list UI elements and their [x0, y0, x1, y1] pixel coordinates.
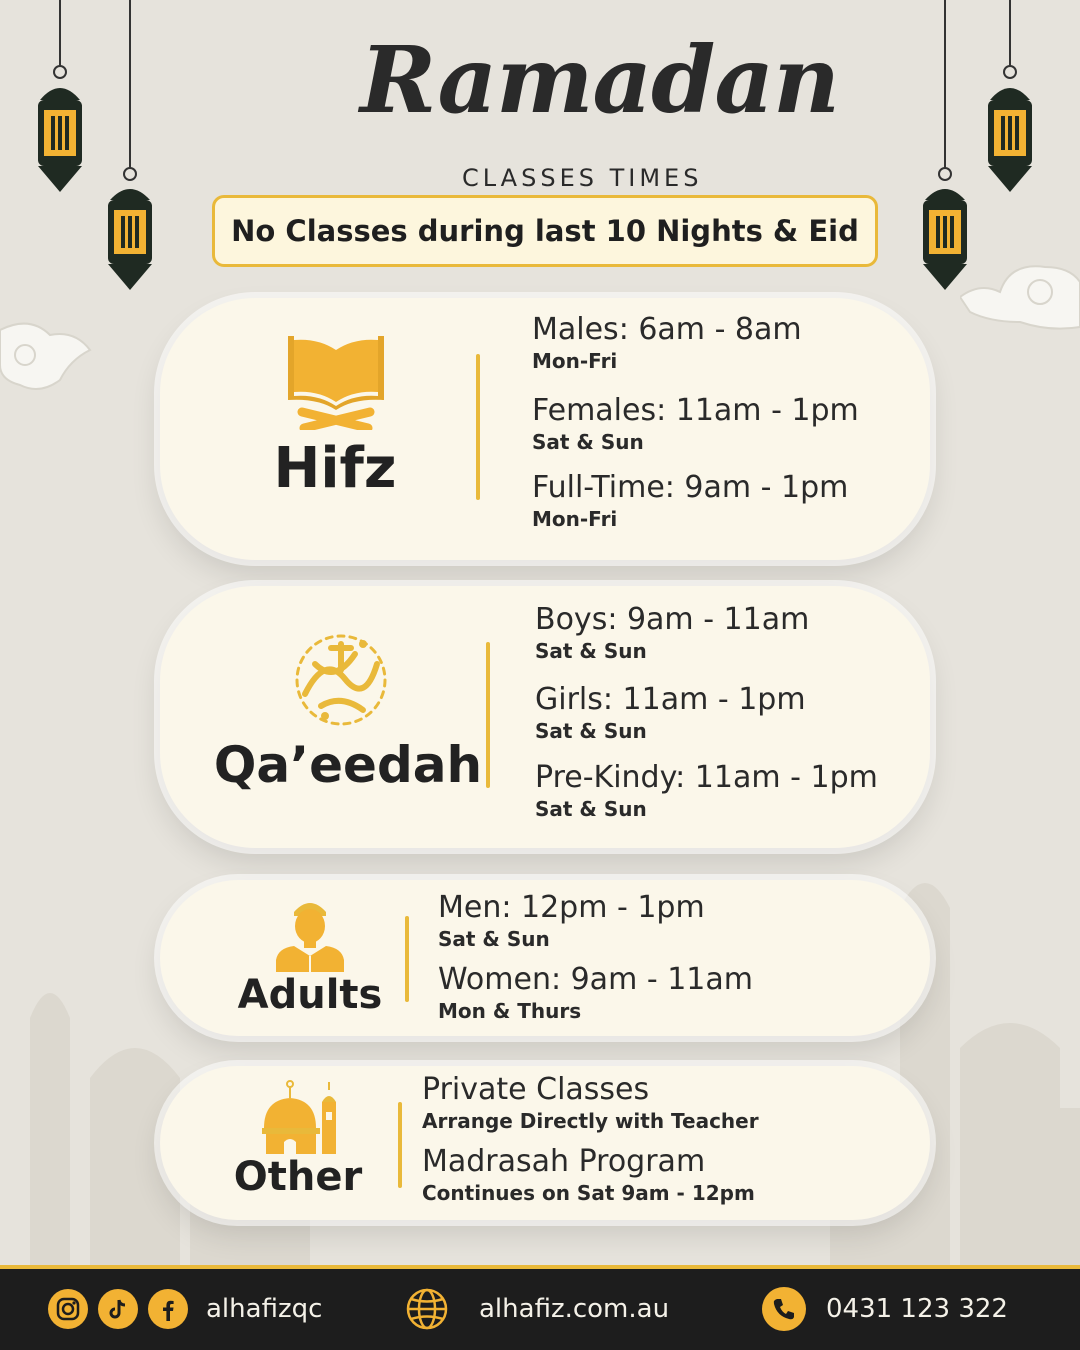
social-handle[interactable]: alhafizqc	[206, 1294, 323, 1324]
phone-link[interactable]	[762, 1287, 1008, 1331]
schedule-slot: Girls: 11am - 1pm Sat & Sun	[535, 682, 806, 743]
schedule-slot: Full-Time: 9am - 1pm Mon-Fri	[532, 470, 849, 531]
schedule-slot: Women: 9am - 11am Mon & Thurs	[438, 962, 753, 1023]
section-label: Hifz	[273, 436, 397, 501]
section-card-hifz	[160, 298, 930, 560]
page-title: Ramadan	[360, 26, 839, 134]
tiktok-icon[interactable]	[98, 1289, 138, 1329]
schedule-slot: Men: 12pm - 1pm Sat & Sun	[438, 890, 705, 951]
section-label: Qa’eedah	[213, 736, 483, 794]
page-subtitle: CLASSES TIMES	[462, 164, 703, 192]
section-divider	[398, 1102, 402, 1188]
social-links	[48, 1287, 322, 1331]
notice-banner: No Classes during last 10 Nights & Eid	[212, 195, 878, 267]
section-divider	[486, 642, 490, 788]
section-divider	[476, 354, 480, 500]
schedule-slot: Pre-Kindy: 11am - 1pm Sat & Sun	[535, 760, 878, 821]
cloud-decoration	[960, 252, 1080, 332]
lantern-icon	[100, 0, 160, 300]
cloud-decoration	[0, 310, 100, 400]
schedule-slot: Madrasah Program Continues on Sat 9am - 12pm	[422, 1144, 755, 1205]
quran-calligraphy-icon	[285, 624, 397, 736]
section-card-other	[160, 1066, 930, 1220]
schedule-slot: Boys: 9am - 11am Sat & Sun	[535, 602, 810, 663]
facebook-icon[interactable]	[148, 1289, 188, 1329]
footer	[0, 1265, 1080, 1350]
quran-book-icon	[288, 330, 384, 430]
section-divider	[405, 916, 409, 1002]
mosque-icon	[262, 1078, 342, 1154]
schedule-slot: Females: 11am - 1pm Sat & Sun	[532, 393, 859, 454]
phone-icon	[762, 1287, 806, 1331]
section-label: Adults	[237, 972, 383, 1018]
schedule-slot: Males: 6am - 8am Mon-Fri	[532, 312, 802, 373]
website-link[interactable]	[405, 1287, 669, 1331]
person-icon	[272, 894, 348, 972]
globe-icon	[405, 1287, 449, 1331]
website-text[interactable]: alhafiz.com.au	[479, 1294, 670, 1324]
section-label: Other	[233, 1154, 363, 1200]
schedule-slot: Private Classes Arrange Directly with Teacher	[422, 1072, 759, 1133]
section-card-adults	[160, 880, 930, 1036]
phone-number[interactable]: 0431 123 322	[826, 1294, 1008, 1324]
lantern-icon	[30, 0, 90, 200]
section-card-qaeedah	[160, 586, 930, 848]
instagram-icon[interactable]	[48, 1289, 88, 1329]
lantern-icon	[980, 0, 1040, 200]
